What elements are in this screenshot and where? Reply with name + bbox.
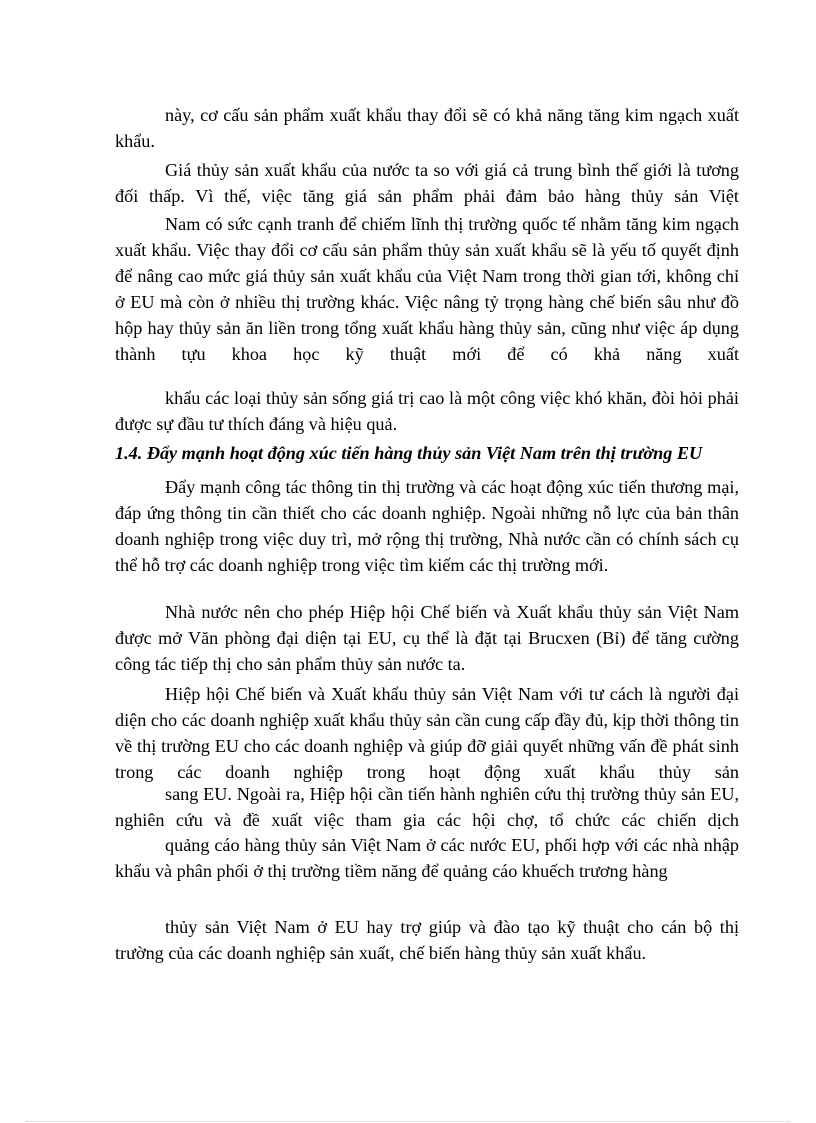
paragraph-training: thủy sản Việt Nam ở EU hay trợ giúp và đào tạo kỹ thuật cho cán bộ thị trường của các doanh nghiệp sản xuất, chế biến hàng thủy sản xuất khẩu. [115,917,739,963]
paragraph-representative-office: Nhà nước nên cho phép Hiệp hội Chế biến và Xuất khẩu thủy sản Việt Nam được mở Văn phòng đại diện tại EU, cụ thể là đặt tại Brucxen (Bỉ) để tăng cường công tác tiếp thị cho sản phẩm thủy sản nước ta. [115,602,739,674]
paragraph-competitiveness: Nam có sức cạnh tranh để chiếm lĩnh thị trường quốc tế nhằm tăng kim ngạch xuất khẩu. Việc thay đổi cơ cấu sản phẩm thủy sản xuất khẩu sẽ là yếu tố quyết định để nâng cao mức giá thủy sản xuất khẩu của Việt Nam trong thời gian tới, không chỉ ở EU mà còn ở nhiều thị trường khác. Việc nâng tỷ trọng hàng chế biến sâu như đồ hộp hay thủy sản ăn liền trong tổng xuất khẩu hàng thủy sản, cũng như việc áp dụng thành tựu khoa học kỹ thuật mới để có khả năng xuất [115,214,739,364]
page-bottom-divider [26,1121,790,1122]
paragraph-advertising: quảng cáo hàng thủy sản Việt Nam ở các nước EU, phối hợp với các nhà nhập khẩu và phân phối ở thị trường tiềm năng để quảng cáo khuếch trương hàng [115,835,739,881]
paragraph-research: sang EU. Ngoài ra, Hiệp hội cần tiến hành nghiên cứu thị trường thủy sản EU, nghiên cứu và đề xuất việc tham gia các hội chợ, tổ chức các chiến dịch [115,784,739,830]
paragraph-investment: khẩu các loại thủy sản sống giá trị cao là một công việc khó khăn, đòi hỏi phải được sự đầu tư thích đáng và hiệu quả. [115,388,739,434]
section-heading: 1.4. Đẩy mạnh hoạt động xúc tiến hàng thủy sản Việt Nam trên thị trường EU [115,443,703,463]
paragraph-association: Hiệp hội Chế biến và Xuất khẩu thủy sản Việt Nam với tư cách là người đại diện cho các doanh nghiệp xuất khẩu thủy sản cần cung cấp đầy đủ, kịp thời thông tin về thị trường EU cho các doanh nghiệp và giúp đỡ giải quyết những vấn đề phát sinh trong các doanh nghiệp trong hoạt động xuất khẩu thủy sản [115,684,739,782]
paragraph-export-price: Giá thủy sản xuất khẩu của nước ta so với giá cả trung bình thế giới là tương đối thấp. Vì thế, việc tăng giá sản phẩm phải đảm bảo hàng thủy sản Việt [115,160,739,206]
paragraph-market-info: Đẩy mạnh công tác thông tin thị trường và các hoạt động xúc tiến thương mại, đáp ứng thông tin cần thiết cho các doanh nghiệp. Ngoài những nỗ lực của bản thân doanh nghiệp trong việc duy trì, mở rộng thị trường, Nhà nước cần có chính sách cụ thể hỗ trợ các doanh nghiệp trong việc tìm kiếm các thị trường mới. [115,477,739,575]
paragraph-continuation: này, cơ cấu sản phẩm xuất khẩu thay đổi sẽ có khả năng tăng kim ngạch xuất khẩu. [115,105,739,151]
